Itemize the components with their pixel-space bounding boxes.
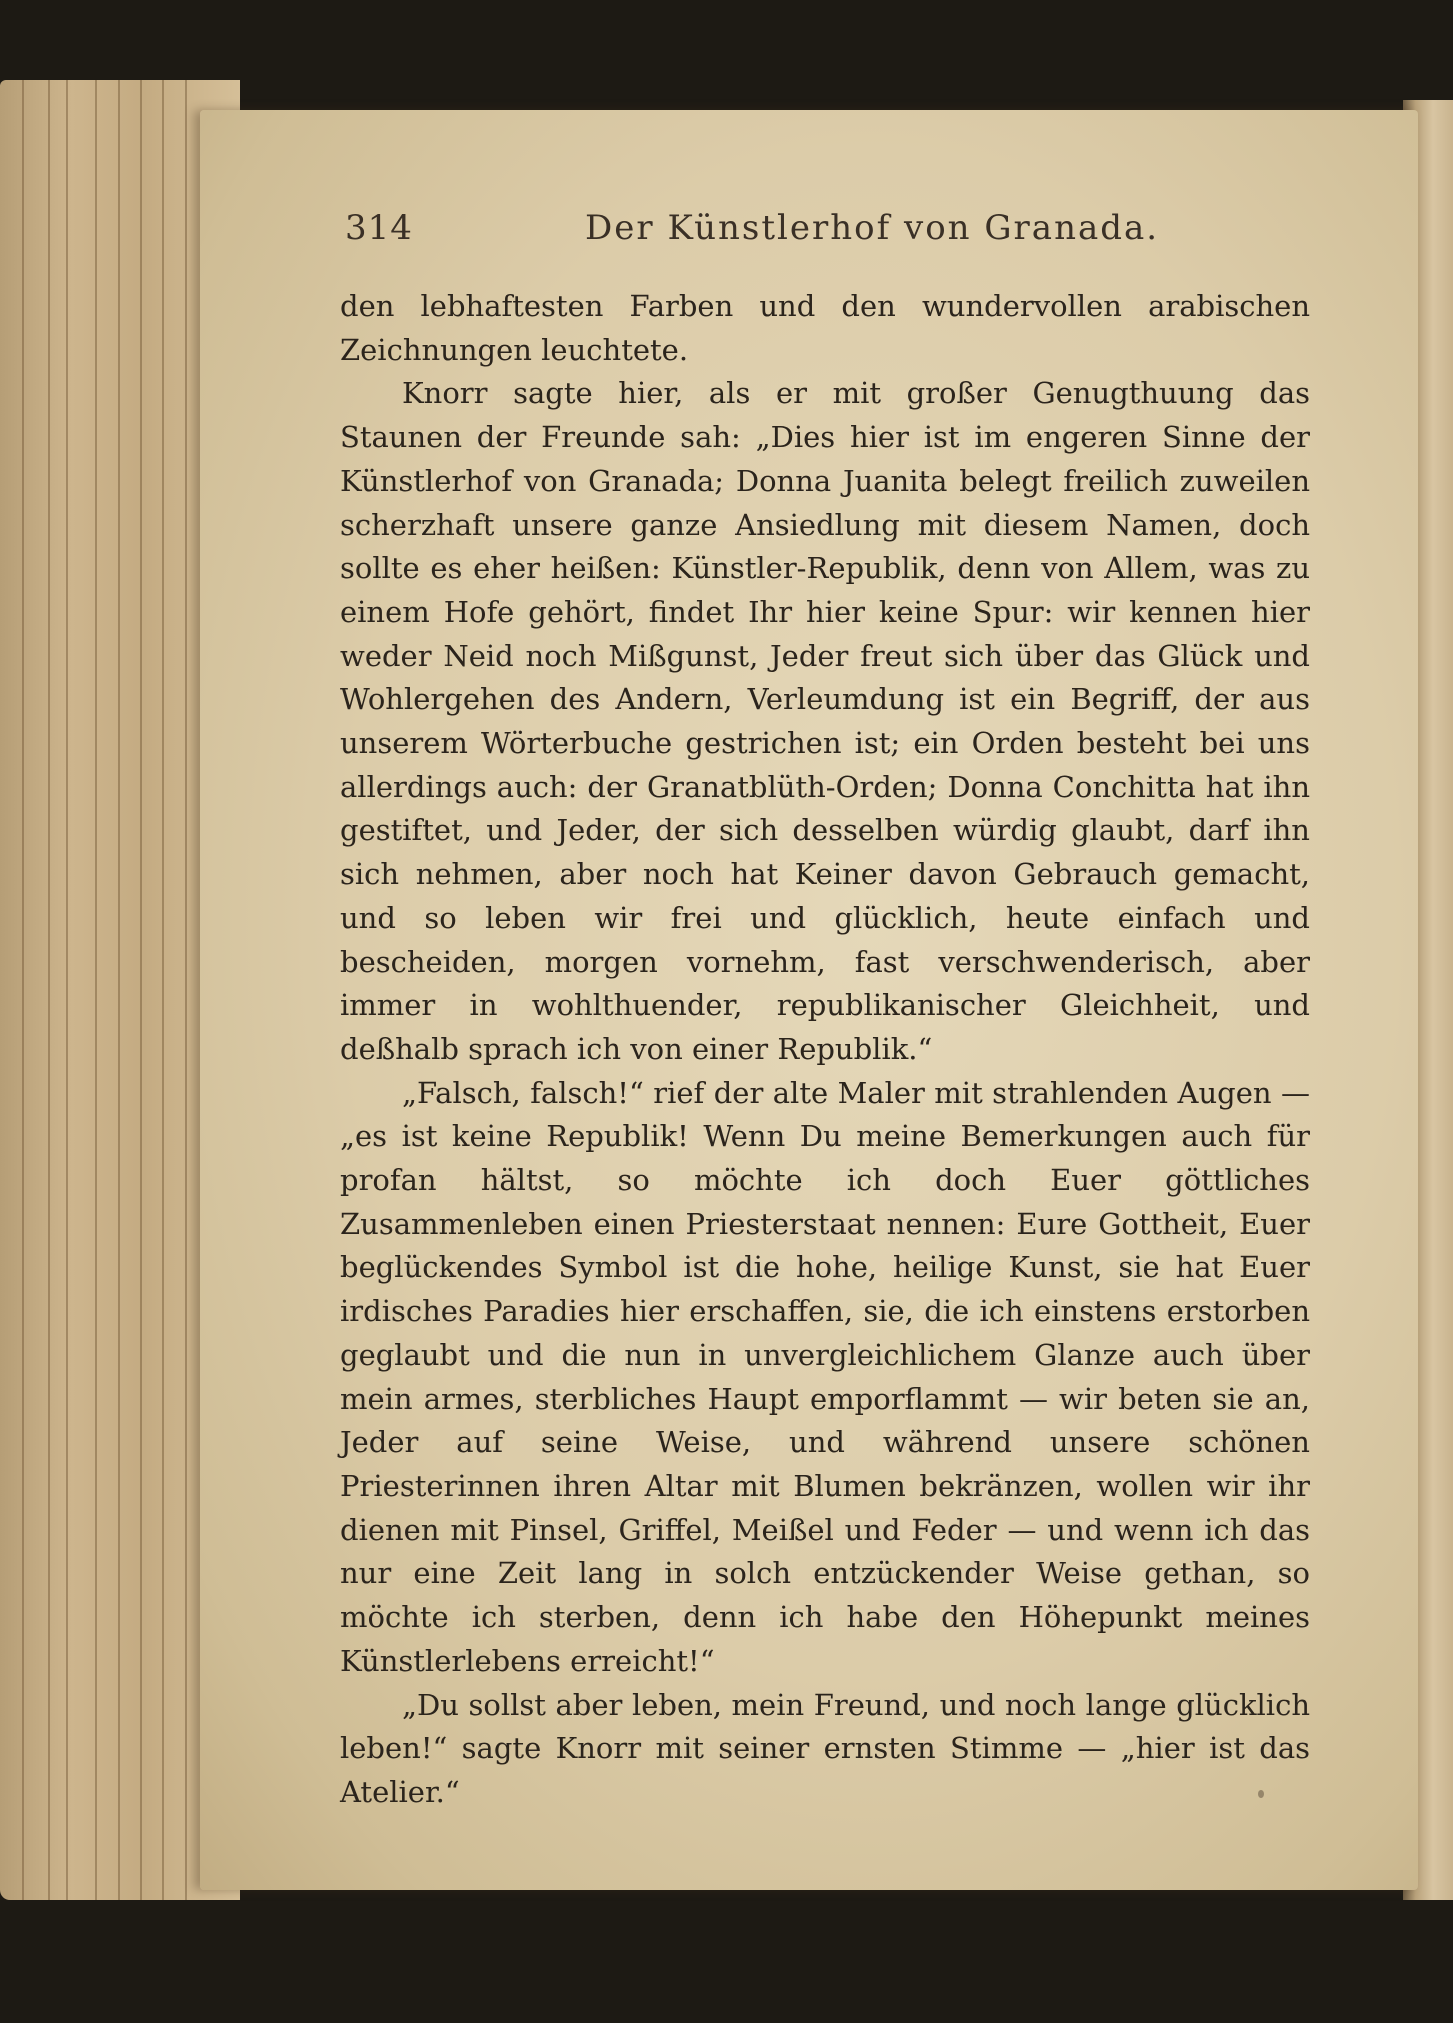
page-number: 314 [345,208,413,248]
book-page [200,110,1418,1890]
paragraph-4: „Du sollst aber leben, mein Freund, und noch lange glücklich leben!“ sagte Knorr mit seiner ernsten Stimme — „hier ist das Atelier.“ [340,1687,1310,1809]
body-text [340,285,1310,1815]
ink-speck [1258,1790,1264,1798]
paragraph-1: den lebhaftesten Farben und den wundervollen arabischen Zeichnungen leuchtete. [340,289,1310,367]
paragraph-2: Knorr sagte hier, als er mit großer Genugthuung das Staunen der Freunde sah: „Dies hier ist im engeren Sinne der Künstlerhof von Granada; Donna Juanita belegt freilich zuweilen scherzhaft unsere ganze Ansiedlung mit diesem Namen, doch sollte es eher heißen: Künstler-Republik, denn von Allem, was zu einem Hofe gehört, findet Ihr hier keine Spur: wir kennen hier weder Neid noch Mißgunst, Jeder freut sich über das Glück und Wohlergehen des Andern, Verleumdung ist ein Begriff, der aus unserem Wörterbuche gestrichen ist; ein Orden besteht bei uns allerdings auch: der Granatblüth-Orden; Donna Conchitta hat ihn gestiftet, und Jeder, der sich desselben würdig glaubt, darf ihn sich nehmen, aber noch hat Keiner davon Gebrauch gemacht, und so leben wir frei und glücklich, heute einfach und bescheiden, morgen vornehm, fast verschwenderisch, aber immer in wohlthuender, republikanischer Gleichheit, und deßhalb sprach ich von einer Republik.“ [340,376,1310,1066]
running-head [345,208,1245,258]
running-title: Der Künstlerhof von Granada. [585,208,1160,248]
paragraph-3: „Falsch, falsch!“ rief der alte Maler mit strahlenden Augen — „es ist keine Republik! Wenn Du meine Bemerkungen auch für profan hältst, so möchte ich doch Euer göttliches Zusammenleben einen Priesterstaat nennen: Eure Gottheit, Euer beglückendes Symbol ist die hohe, heilige Kunst, sie hat Euer irdisches Paradies hier erschaffen, sie, die ich einstens erstorben geglaubt und die nun in unvergleichlichem Glanze auch über mein armes, sterbliches Haupt emporflammt — wir beten sie an, Jeder auf seine Weise, und während unsere schönen Priesterinnen ihren Altar mit Blumen bekränzen, wollen wir ihr dienen mit Pinsel, Griffel, Meißel und Feder — und wenn ich das nur eine Zeit lang in solch entzückender Weise gethan, so möchte ich sterben, denn ich habe den Höhepunkt meines Künstlerlebens erreicht!“ [340,1075,1310,1678]
